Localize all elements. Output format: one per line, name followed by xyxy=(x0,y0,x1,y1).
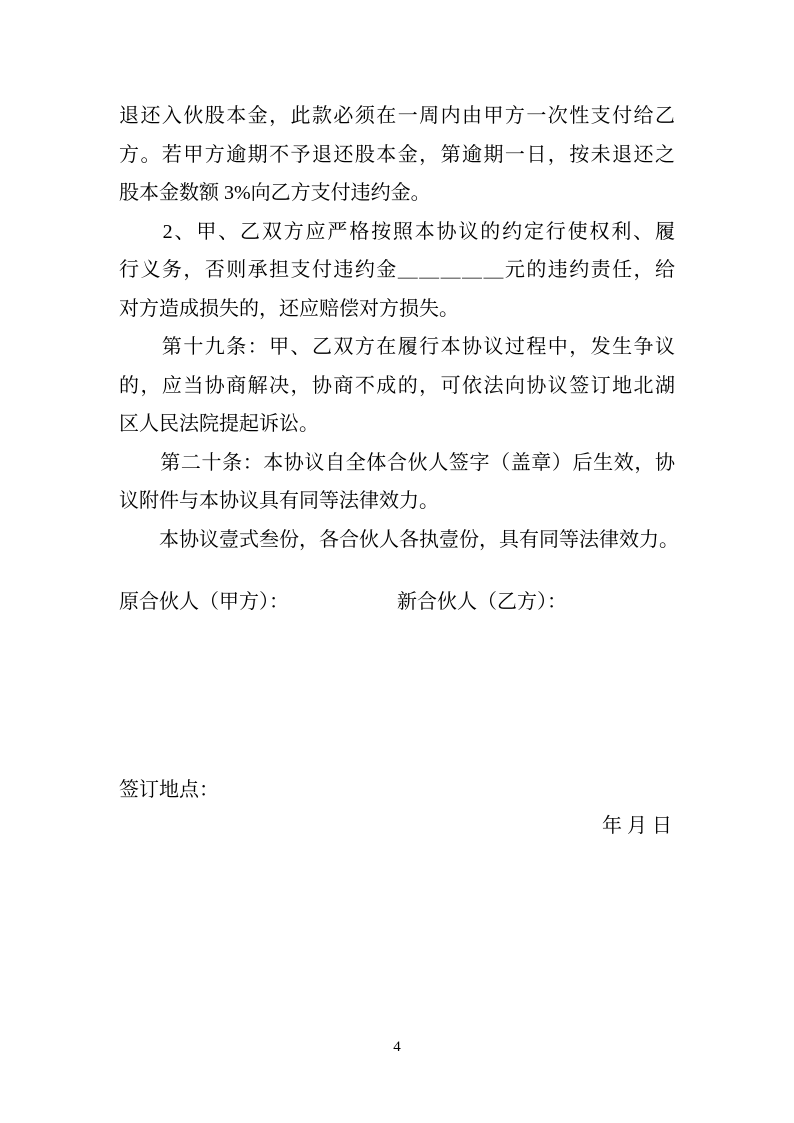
contract-line: 的，应当协商解决，协商不成的，可依法向协议签订地北湖 xyxy=(119,374,675,397)
date-line: 年 月 日 xyxy=(602,815,672,837)
contract-line: 第二十条：本协议自全体合伙人签字（盖章）后生效，协 xyxy=(119,451,675,474)
contract-line-blank-amount: 行义务，否则承担支付违约金＿＿＿＿＿元的违约责任，给 xyxy=(119,259,675,281)
contract-line: 方。若甲方逾期不予退还股本金，第逾期一日，按未退还之 xyxy=(119,143,675,166)
contract-line: 第十九条：甲、乙双方在履行本协议过程中，发生争议 xyxy=(119,336,675,358)
signing-place-label: 签订地点： xyxy=(119,779,219,801)
contract-line: 区人民法院提起诉讼。 xyxy=(119,413,319,435)
contract-line: 对方造成损失的，还应赔偿对方损失。 xyxy=(119,297,459,320)
party-b-signature-label: 新合伙人（乙方）： xyxy=(397,591,567,613)
contract-line: 2、甲、乙双方应严格按照本协议的约定行使权利、履 xyxy=(119,220,675,243)
page-number: 4 xyxy=(393,1039,401,1055)
contract-line: 议附件与本协议具有同等法律效力。 xyxy=(119,490,439,512)
contract-line: 股本金数额 3%向乙方支付违约金。 xyxy=(119,182,431,204)
contract-line: 本协议壹式叁份，各合伙人各执壹份，具有同等法律效力。 xyxy=(119,528,679,551)
contract-line: 退还入伙股本金，此款必须在一周内由甲方一次性支付给乙 xyxy=(119,105,675,127)
party-a-signature-label: 原合伙人（甲方）： xyxy=(119,591,289,613)
contract-body xyxy=(119,97,679,559)
